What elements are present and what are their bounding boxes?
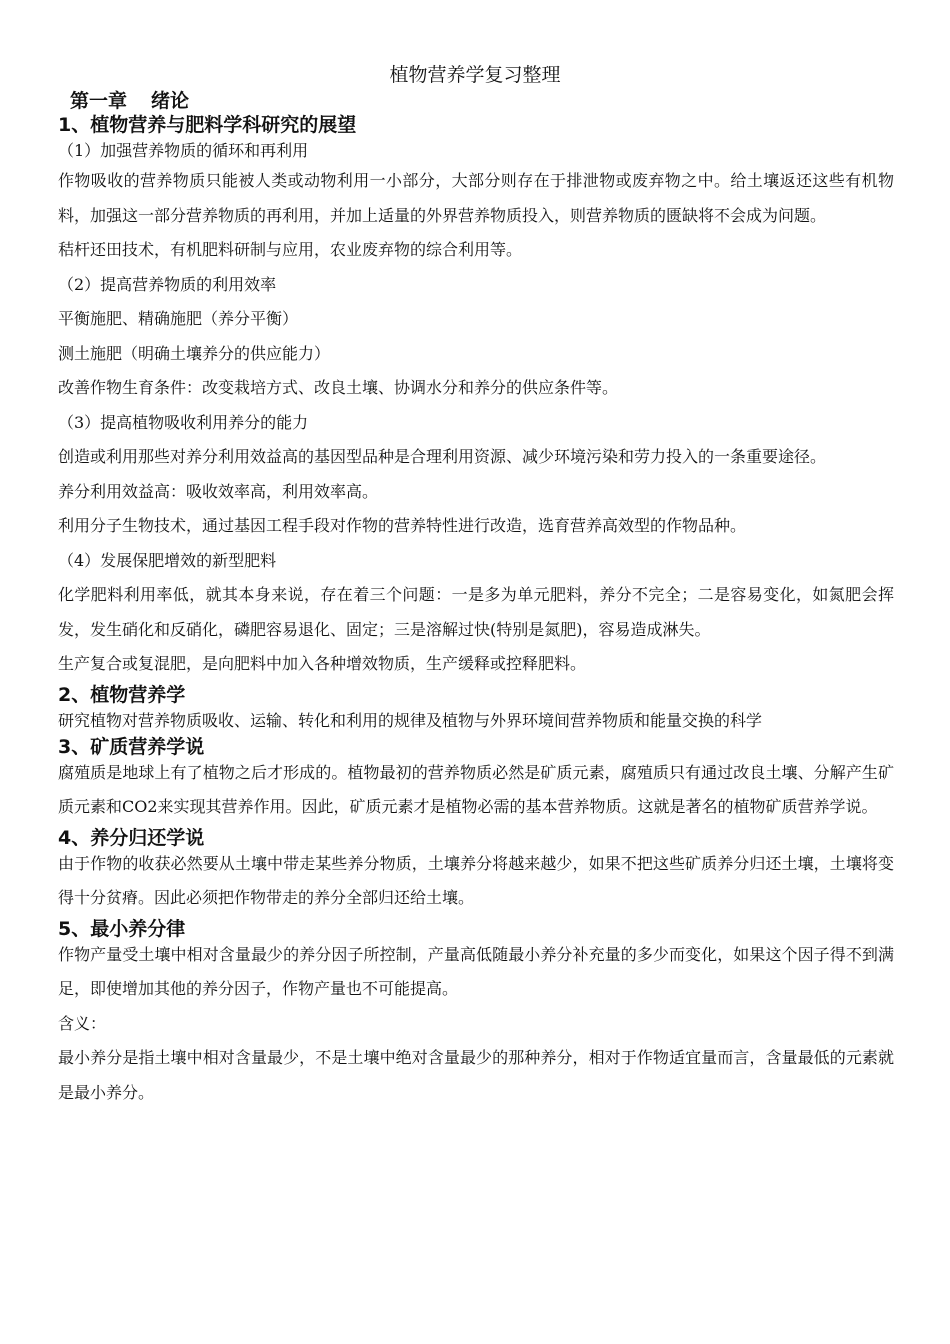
paragraph: 由于作物的收获必然要从土壤中带走某些养分物质，土壤养分将越来越少，如果不把这些矿质养分归还土壤，土壤将变得十分贫瘠。因此必须把作物带走的养分全部归还给土壤。 [58, 853, 894, 907]
section-heading-3: 3、矿质营养学说 [58, 735, 205, 758]
section-heading-5: 5、最小养分律 [58, 917, 186, 940]
paragraph: 养分利用效益高：吸收效率高，利用效率高。 [58, 481, 379, 501]
subheading-1-4: （4）发展保肥增效的新型肥料 [58, 550, 277, 570]
paragraph: 最小养分是指土壤中相对含量最少，不是土壤中绝对含量最少的那种养分，相对于作物适宜量而言，含量最低的元素就是最小养分。 [58, 1048, 894, 1102]
paragraph: 秸杆还田技术，有机肥料研制与应用，农业废弃物的综合利用等。 [58, 240, 523, 259]
paragraph: 平衡施肥、精确施肥（养分平衡） [58, 309, 299, 328]
chapter-name: 绪论 [151, 90, 190, 112]
section-heading-4: 4、养分归还学说 [58, 826, 205, 849]
paragraph: 改善作物生育条件：改变栽培方式、改良土壤、协调水分和养分的供应条件等。 [58, 378, 619, 397]
subheading-1-2: （2）提高营养物质的利用效率 [58, 274, 277, 294]
chapter-number: 第一章 [70, 90, 128, 112]
document-body [58, 112, 894, 1110]
paragraph: 含义： [58, 1013, 107, 1033]
paragraph: 利用分子生物技术，通过基因工程手段对作物的营养特性进行改造，选育营养高效型的作物品种。 [58, 516, 747, 535]
paragraph: 测土施肥（明确土壤养分的供应能力） [58, 343, 331, 363]
paragraph: 作物吸收的营养物质只能被人类或动物利用一小部分，大部分则存在于排泄物或废弃物之中。给土壤返还这些有机物料，加强这一部分营养物质的再利用，并加上适量的外界营养物质投入，则营养物质的匮缺将不会成为问题。 [58, 171, 894, 225]
section-heading-1: 1、植物营养与肥料学科研究的展望 [58, 114, 357, 136]
paragraph: 腐殖质是地球上有了植物之后才形成的。植物最初的营养物质必然是矿质元素，腐殖质只有通过改良土壤、分解产生矿质元素和CO2来实现其营养作用。因此，矿质元素才是植物必需的基本营养物质。这就是著名的植物矿质营养学说。 [58, 762, 894, 816]
subheading-1-1: （1）加强营养物质的循环和再利用 [58, 141, 309, 160]
paragraph: 研究植物对营养物质吸收、运输、转化和利用的规律及植物与外界环境间营养物质和能量交换的科学 [58, 710, 763, 730]
paragraph: 创造或利用那些对养分利用效益高的基因型品种是合理利用资源、减少环境污染和劳力投入的一条重要途径。 [58, 447, 827, 466]
paragraph: 作物产量受土壤中相对含量最少的养分因子所控制，产量高低随最小养分补充量的多少而变化，如果这个因子得不到满足，即使增加其他的养分因子，作物产量也不可能提高。 [58, 944, 894, 998]
subheading-1-3: （3）提高植物吸收利用养分的能力 [58, 412, 309, 432]
paragraph: 生产复合或复混肥，是向肥料中加入各种增效物质，生产缓释或控释肥料。 [58, 654, 587, 673]
section-heading-2: 2、植物营养学 [58, 683, 186, 706]
paragraph: 化学肥料利用率低，就其本身来说，存在着三个问题：一是多为单元肥料，养分不完全；二是容易变化，如氮肥会挥发，发生硝化和反硝化，磷肥容易退化、固定；三是溶解过快(特别是氮肥)，容易造成淋失。 [58, 585, 894, 639]
chapter-heading [70, 88, 189, 114]
document-title: 植物营养学复习整理 [389, 64, 561, 86]
